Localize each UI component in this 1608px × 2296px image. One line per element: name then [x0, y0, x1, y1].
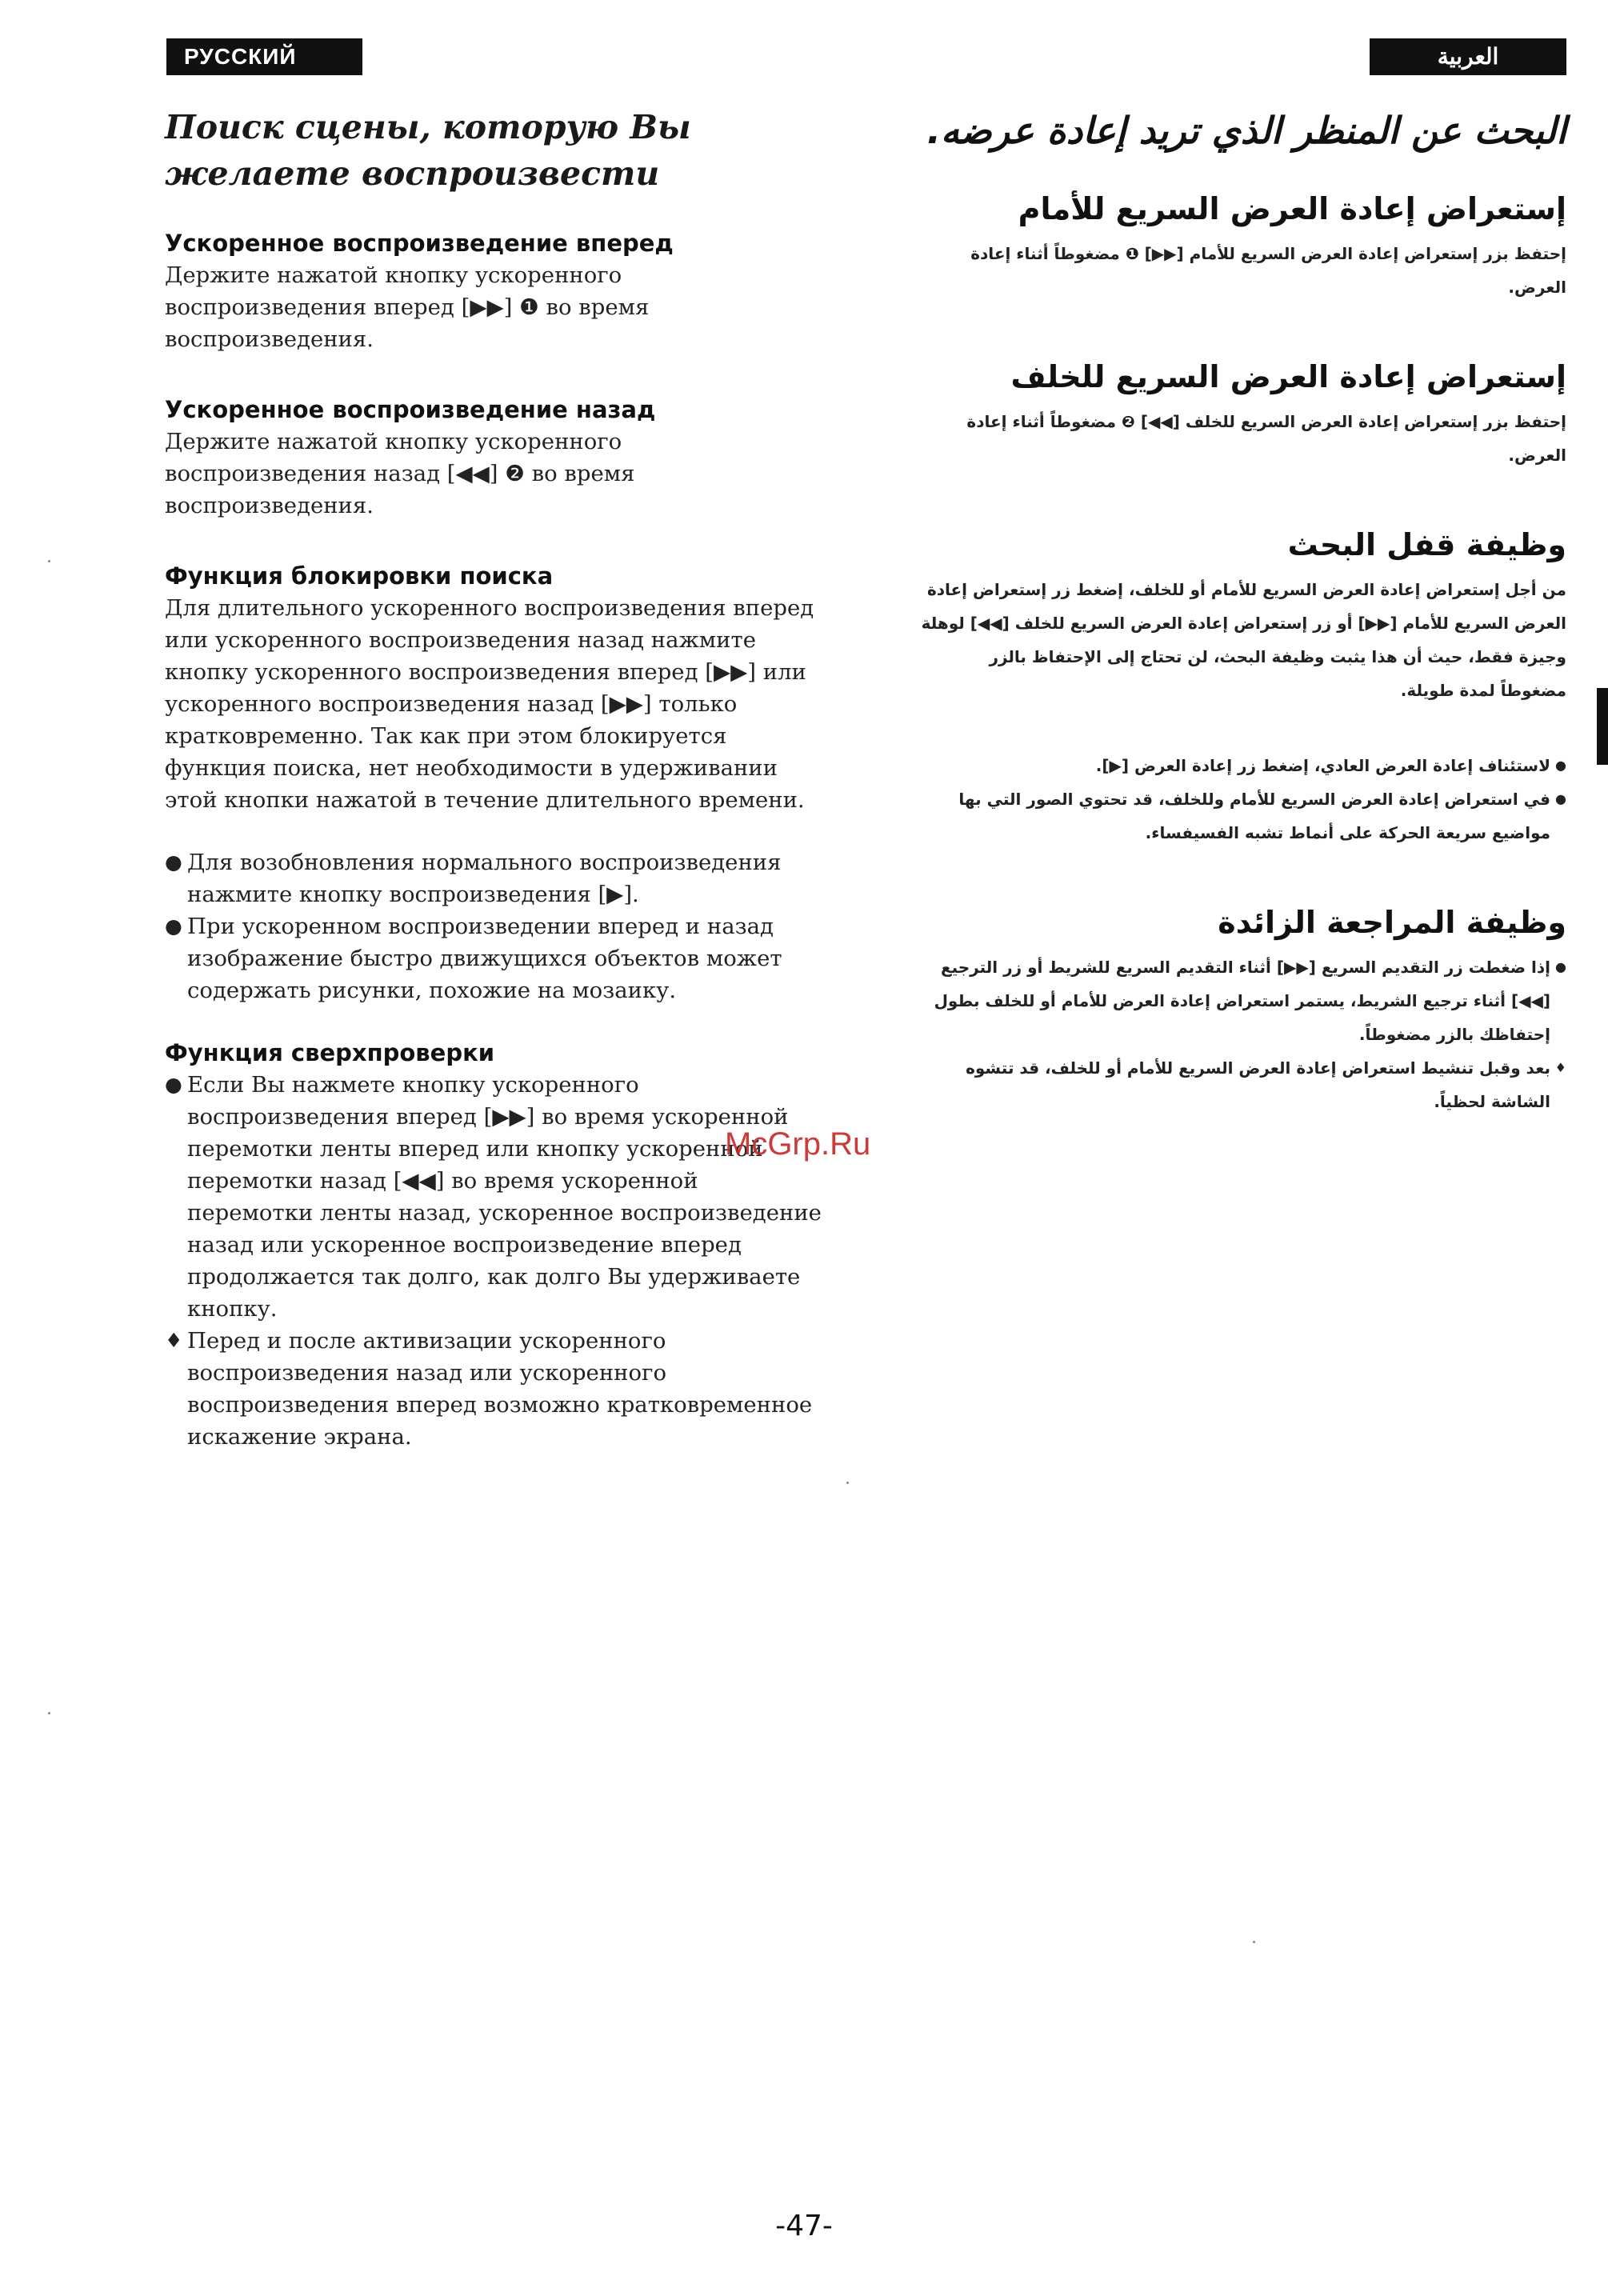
bullet-icon: ● — [165, 850, 182, 874]
list-item — [920, 782, 1566, 850]
notes-list-ar — [920, 749, 1566, 850]
section-heading: وظيفة المراجعة الزائدة — [1218, 905, 1566, 940]
diamond-bullet-icon: ♦ — [165, 1329, 183, 1352]
section-search-lock-ar — [920, 523, 1566, 707]
bullet-icon: ● — [1555, 959, 1566, 974]
page-title-ar: البحث عن المنظر الذي تريد إعادة عرضه. — [926, 109, 1566, 152]
section-text: Держите нажатой кнопку ускоренного воспроизведения назад [◀◀] ❷ во время воспроизведения. — [165, 429, 635, 518]
section-heading: إستعراض إعادة العرض السريع للأمام — [1018, 191, 1566, 226]
section-fast-forward-ar — [920, 187, 1566, 304]
section-text: Держите нажатой кнопку ускоренного воспроизведения вперед [▶▶] ❶ во время воспроизведения. — [165, 262, 650, 352]
section-heading: Ускоренное воспроизведение вперед — [165, 230, 674, 257]
section-heading: Функция блокировки поиска — [165, 562, 554, 590]
list-item — [165, 910, 829, 1006]
section-heading: وظيفة قفل البحث — [1287, 527, 1566, 562]
note-text: لاستئناف إعادة العرض العادي، إضغط زر إعادة العرض [▶]. — [1095, 756, 1550, 775]
note-text: Перед и после активизации ускоренного воспроизведения назад или ускоренного воспроизведения вперед возможно кратковременное искажение экрана. — [187, 1328, 813, 1450]
section-text: إحتفظ بزر إستعراض إعادة العرض السريع للخلف [◀◀] ❷ مضغوطاً أثناء إعادة العرض. — [966, 412, 1566, 465]
list-item — [165, 1069, 829, 1325]
diamond-bullet-icon: ♦ — [1554, 1060, 1566, 1075]
scan-speck — [48, 560, 50, 562]
section-rewind-ar — [920, 355, 1566, 472]
notes-list-ru — [165, 846, 829, 1006]
note-text: بعد وقبل تنشيط استعراض إعادة العرض السريع للأمام أو للخلف، قد تتشوه الشاشة لحظياً. — [966, 1058, 1550, 1111]
section-rewind-ru — [165, 394, 829, 522]
note-text: Для возобновления нормального воспроизведения нажмите кнопку воспроизведения [▶]. — [187, 850, 782, 907]
note-text: إذا ضغطت زر التقديم السريع [▶▶] أثناء التقديم السريع للشريط أو زر الترجيع [◀◀] أثناء ترجيع الشريط، يستمر استعراض إعادة العرض للأمام أو للخلف بطول إحتفاظك بالزر مضغوطاً. — [934, 958, 1550, 1044]
bullet-icon: ● — [1555, 791, 1566, 806]
bullet-icon: ● — [1555, 758, 1566, 773]
page-number: -47- — [775, 2210, 833, 2242]
list-item — [165, 846, 829, 910]
section-search-lock-ru — [165, 560, 829, 816]
bullet-icon: ● — [165, 914, 182, 938]
section-super-review-ru — [165, 1037, 829, 1453]
arabic-column — [920, 104, 1566, 1118]
list-item — [920, 749, 1566, 782]
section-text: من أجل إستعراض إعادة العرض السريع للأمام أو للخلف، إضغط زر إستعراض إعادة العرض السريع للأمام [▶▶] أو زر إستعراض إعادة العرض السريع للخلف [◀◀] لوهلة وجيزة فقط، حيث أن هذا يثبت وظيفة البحث، لن تحتاج إلى الإحتفاظ بالزر مضغوطاً لمدة طويلة. — [921, 580, 1566, 700]
section-heading: إستعراض إعادة العرض السريع للخلف — [1010, 359, 1566, 394]
arabic-language-tag: العربية — [1370, 38, 1566, 75]
list-item — [920, 950, 1566, 1051]
section-text: Для длительного ускоренного воспроизведения вперед или ускоренного воспроизведения назад нажмите кнопку ускоренного воспроизведения вперед [▶▶] или ускоренного воспроизведения назад [▶▶] только кратковременно. Так как при этом блокируется функция поиска, нет необходимости в удерживании этой кнопки нажатой в течение длительного времени. — [165, 595, 814, 813]
watermark: McGrp.Ru — [725, 1126, 871, 1162]
section-text: إحتفظ بزر إستعراض إعادة العرض السريع للأمام [▶▶] ❶ مضغوطاً أثناء إعادة العرض. — [970, 244, 1566, 297]
section-heading: Функция сверхпроверки — [165, 1039, 495, 1066]
scan-speck — [846, 1482, 849, 1484]
list-item — [920, 1051, 1566, 1118]
russian-column — [165, 104, 829, 1453]
list-item — [165, 1325, 829, 1453]
scan-speck — [48, 1712, 50, 1714]
note-text: في استعراض إعادة العرض السريع للأمام وللخلف، قد تحتوي الصور التي بها مواضيع سريعة الحركة على أنماط تشبه الفسيفساء. — [958, 790, 1550, 842]
page-title-ru: Поиск сцены, которую Вы желаете воспроизвести — [165, 108, 691, 193]
russian-language-tag: РУССКИЙ ЯЗЫК — [166, 38, 362, 75]
scan-speck — [1253, 1941, 1255, 1943]
section-super-review-ar — [920, 901, 1566, 1118]
note-text: Если Вы нажмете кнопку ускоренного воспроизведения вперед [▶▶] во время ускоренной перемотки ленты вперед или кнопку ускоренной перемотки назад [◀◀] во время ускоренной перемотки ленты назад, ускоренное воспроизведение назад или ускоренное воспроизведение вперед продолжается так долго, как долго Вы удерживаете кнопку. — [187, 1072, 822, 1322]
bullet-icon: ● — [165, 1073, 182, 1096]
note-text: При ускоренном воспроизведении вперед и назад изображение быстро движущихся объектов может содержать рисунки, похожие на мозаику. — [187, 914, 782, 1003]
section-heading: Ускоренное воспроизведение назад — [165, 396, 656, 423]
page-edge-tab — [1597, 688, 1608, 765]
section-fast-forward-ru — [165, 227, 829, 355]
